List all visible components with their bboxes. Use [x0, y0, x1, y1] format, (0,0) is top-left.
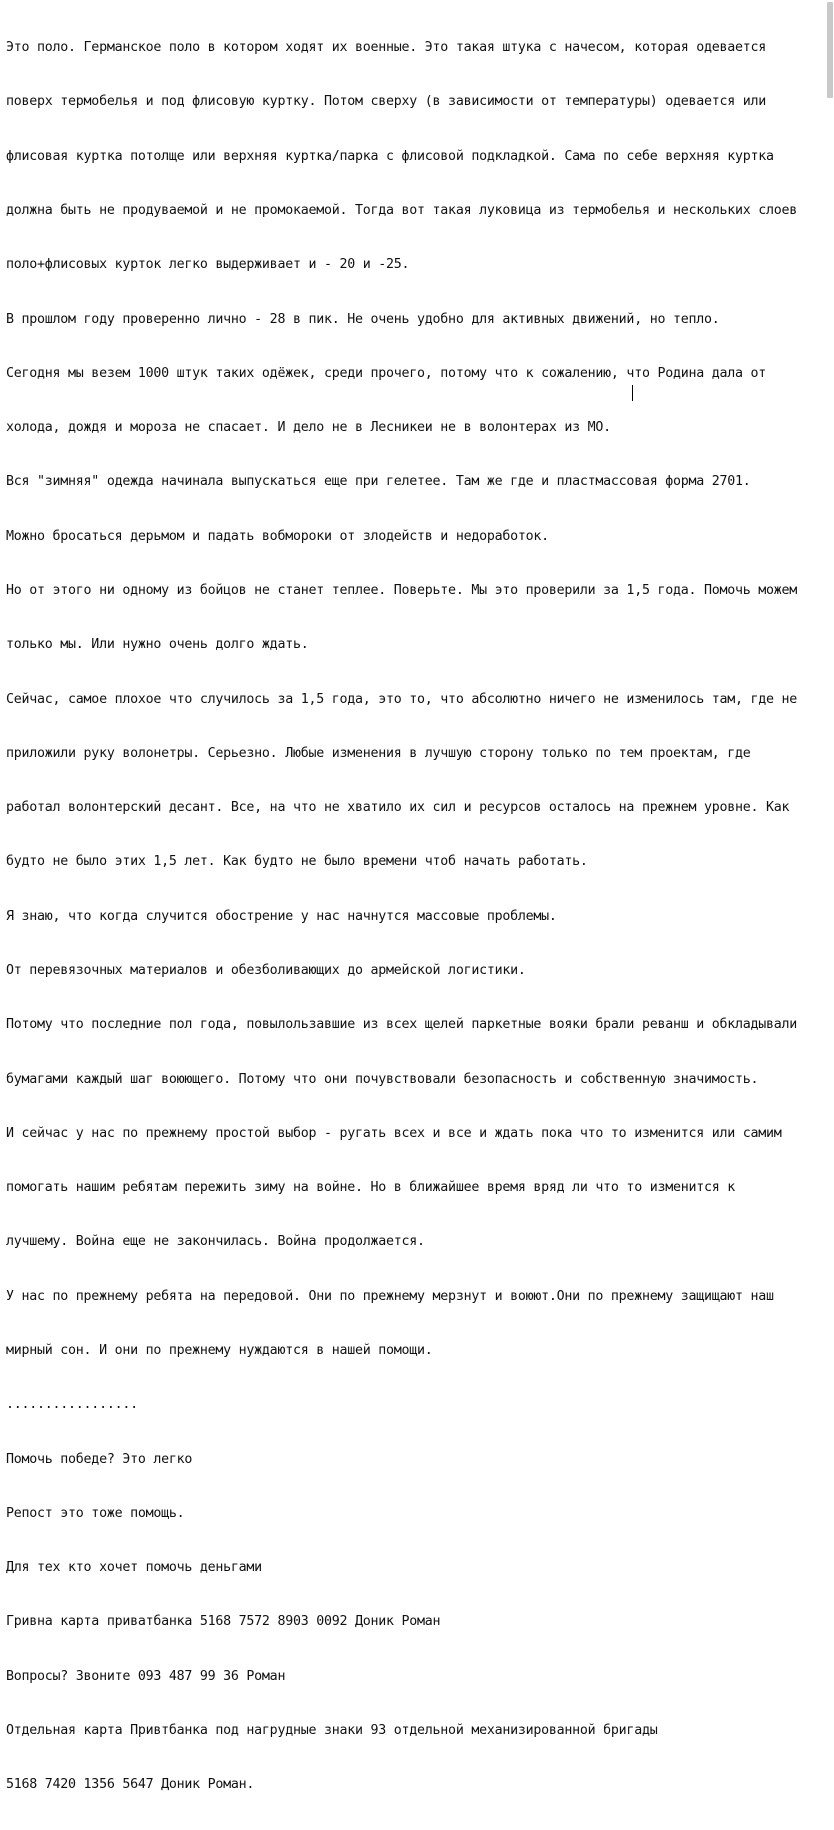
text-line-24: У нас по прежнему ребята на передовой. Они по прежнему мерзнут и воюют.Они по прежнему защищают наш	[6, 1288, 774, 1304]
text-line-29: Для тех кто хочет помочь деньгами	[6, 1560, 262, 1576]
text-line-31: Вопросы? Звоните 093 487 99 36 Роман	[6, 1668, 286, 1684]
text-line-10: Можно бросаться дерьмом и падать вобмороки от злодейств и недоработок.	[6, 528, 549, 544]
text-line-19: Потому что последние пол года, повылользавшие из всех щелей паркетные вояки брали реванш и обкладывали	[6, 1017, 798, 1033]
text-line-12: только мы. Или нужно очень долго ждать.	[6, 637, 309, 653]
text-line-26: .................	[6, 1397, 138, 1413]
text-line-15: работал волонтерский десант. Все, на что не хватило их сил и ресурсов осталось на прежнем уровне. Как	[6, 800, 790, 816]
text-line-14: приложили руку волонетры. Серьезно. Любые изменения в лучшую сторону только по тем проектам, где	[6, 745, 751, 761]
text-line-32: Отдельная карта Привтбанка под нагрудные знаки 93 отдельной механизированной бригады	[6, 1722, 658, 1738]
text-line-21: И сейчас у нас по прежнему простой выбор - ругать всех и все и ждать пока что то изменится или самим	[6, 1125, 782, 1141]
text-line-4: должна быть не продуваемой и не промокаемой. Тогда вот такая луковица из термобелья и нескольких слоев	[6, 203, 798, 219]
text-line-22: помогать нашим ребятам пережить зиму на войне. Но в ближайшее время вряд ли что то изменится к	[6, 1180, 736, 1196]
text-line-25: мирный сон. И они по прежнему нуждаются в нашей помощи.	[6, 1342, 433, 1358]
text-line-11: Но от этого ни одному из бойцов не станет теплее. Поверьте. Мы это проверили за 1,5 года. Помочь можем	[6, 583, 798, 598]
scrollbar-thumb[interactable]	[827, 2, 833, 98]
text-line-18: От перевязочных материалов и обезболивающих до армейской логистики.	[6, 962, 526, 978]
text-line-13: Сейчас, самое плохое что случилось за 1,5 года, это то, что абсолютно ничего не изменилось там, где не	[6, 691, 798, 707]
text-line-28: Репост это тоже помощь.	[6, 1505, 185, 1521]
text-line-27: Помочь победе? Это легко	[6, 1451, 193, 1467]
text-line-6: В прошлом году проверенно лично - 28 в пик. Не очень удобно для активных движений, но тепло.	[6, 311, 720, 327]
text-line-5: поло+флисовых курток легко выдерживает и - 20 и -25.	[6, 257, 410, 273]
text-line-8: холода, дождя и мороза не спасает. И дело не в Лесникеи не в волонтерах из МО.	[6, 420, 611, 436]
vertical-scrollbar[interactable]	[824, 0, 834, 604]
text-line-23: лучшему. Война еще не закончилась. Война продолжается.	[6, 1234, 425, 1250]
text-line-33: 5168 7420 1356 5647 Доник Роман.	[6, 1777, 255, 1793]
text-line-1: Это поло. Германское поло в котором ходят их военные. Это такая штука с начесом, которая одевается	[6, 40, 767, 56]
text-caret	[632, 385, 633, 401]
text-line-7: Сегодня мы везем 1000 штук таких одёжек, среди прочего, потому что к сожалению, что Родина дала от	[6, 365, 767, 381]
text-line-2: поверх термобелья и под флисовую куртку. Потом сверху (в зависимости от температуры) одевается или	[6, 94, 767, 110]
document-text[interactable]	[6, 3, 824, 1793]
text-line-17: Я знаю, что когда случится обострение у нас начнутся массовые проблемы.	[6, 908, 557, 924]
text-line-9: Вся "зимняя" одежда начинала выпускаться еще при гелетее. Там же где и пластмассовая форма 2701.	[6, 474, 751, 490]
text-line-20: бумагами каждый шаг воюющего. Потому что они почувствовали безопасность и собственную значимость.	[6, 1071, 759, 1087]
text-line-30: Гривна карта приватбанка 5168 7572 8903 0092 Доник Роман	[6, 1614, 441, 1630]
text-line-3: флисовая куртка потолще или верхняя куртка/парка с флисовой подкладкой. Сама по себе верхняя куртка	[6, 148, 774, 164]
text-line-16: будто не было этих 1,5 лет. Как будто не было времени чтоб начать работать.	[6, 854, 588, 870]
